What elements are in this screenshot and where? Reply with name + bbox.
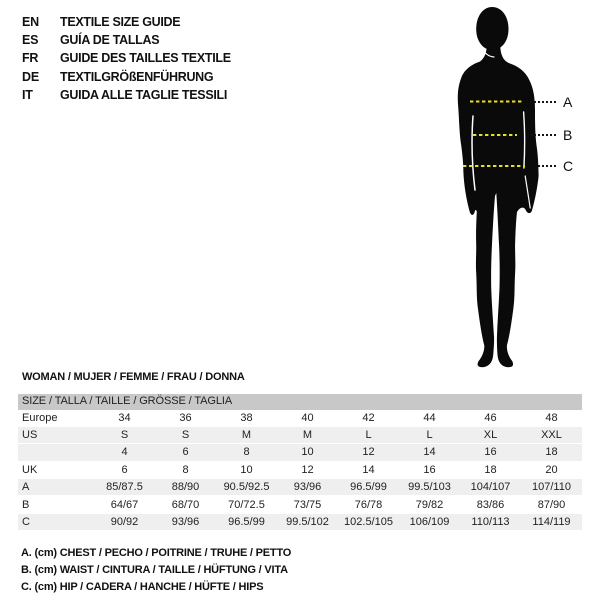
- size-cell: 68/70: [171, 498, 200, 511]
- size-cell: 42: [362, 411, 375, 424]
- size-cell: 6: [121, 463, 128, 476]
- guide-title: GUÍA DE TALLAS: [60, 33, 160, 48]
- size-cell: 18: [484, 463, 497, 476]
- measure-label-c: C: [563, 158, 574, 174]
- size-cell: S: [181, 429, 190, 442]
- row-label: US: [22, 429, 38, 442]
- size-cell: 34: [118, 411, 131, 424]
- size-cell: 8: [243, 446, 250, 459]
- size-cell: 102.5/105: [344, 516, 393, 529]
- measure-marker-b: [531, 127, 572, 143]
- guide-title: GUIDE DES TAILLES TEXTILE: [60, 51, 231, 66]
- size-table: [18, 394, 582, 531]
- measurement-legend: [21, 545, 291, 596]
- language-code: ES: [22, 33, 39, 48]
- legend-hip: C. (cm) HIP / CADERA / HANCHE / HÜFTE / HIPS: [21, 581, 264, 593]
- table-row-chest-a: [18, 479, 582, 496]
- language-row-en: [22, 13, 231, 31]
- size-cell: 99.5/102: [286, 516, 329, 529]
- dotted-connector: [530, 101, 556, 103]
- size-cell: M: [241, 429, 252, 442]
- size-cell: 14: [423, 446, 436, 459]
- size-cell: 87/90: [537, 498, 566, 511]
- table-row-uk: [18, 462, 582, 479]
- size-cell: 96.5/99: [350, 481, 387, 494]
- size-cell: 14: [362, 463, 375, 476]
- measure-label-a: A: [563, 93, 573, 110]
- size-cell: 93/96: [293, 481, 322, 494]
- size-cell: 73/75: [293, 498, 322, 511]
- size-cell: 40: [301, 411, 314, 424]
- language-row-es: [22, 31, 231, 49]
- size-cell: 114/119: [532, 516, 571, 529]
- language-code: FR: [22, 51, 39, 66]
- language-code: IT: [22, 87, 33, 102]
- language-code: DE: [22, 69, 39, 84]
- size-cell: 18: [545, 446, 558, 459]
- size-cell: S: [120, 429, 129, 442]
- size-cell: 20: [545, 463, 558, 476]
- language-title-block: [22, 13, 231, 104]
- size-cell: 93/96: [171, 516, 200, 529]
- dotted-connector: [538, 165, 556, 167]
- guide-title: TEXTILE SIZE GUIDE: [60, 15, 181, 30]
- size-cell: 76/78: [354, 498, 383, 511]
- size-cell: 10: [240, 463, 253, 476]
- size-cell: 107/110: [532, 481, 571, 494]
- size-cell: 83/86: [476, 498, 505, 511]
- size-cell: 110/113: [471, 516, 510, 529]
- language-row-de: [22, 68, 231, 86]
- language-row-it: [22, 86, 231, 104]
- size-cell: L: [426, 429, 433, 442]
- size-cell: 64/67: [110, 498, 139, 511]
- size-cell: 6: [182, 446, 189, 459]
- measure-marker-a: [530, 94, 572, 110]
- size-cell: 16: [423, 463, 436, 476]
- section-title-woman: WOMAN / MUJER / FEMME / FRAU / DONNA: [22, 370, 245, 383]
- size-cell: 106/109: [409, 516, 450, 529]
- size-table-header: SIZE / TALLA / TAILLE / GRÖSSE / TAGLIA: [18, 394, 582, 410]
- table-row-waist-b: [18, 496, 582, 513]
- size-cell: 10: [301, 446, 314, 459]
- size-cell: L: [365, 429, 372, 442]
- size-cell: 46: [484, 411, 497, 424]
- row-label: UK: [22, 463, 38, 476]
- size-cell: 79/82: [415, 498, 444, 511]
- measure-marker-c: [538, 158, 573, 174]
- row-label: A: [22, 481, 30, 494]
- size-cell: 70/72.5: [228, 498, 265, 511]
- table-row-hip-c: [18, 514, 582, 531]
- size-cell: 90/92: [110, 516, 139, 529]
- size-cell: XL: [483, 429, 498, 442]
- size-cell: 36: [179, 411, 192, 424]
- row-label: B: [22, 498, 30, 511]
- size-cell: 99.5/103: [408, 481, 451, 494]
- size-cell: 48: [545, 411, 558, 424]
- size-cell: 4: [121, 446, 128, 459]
- size-cell: XXL: [541, 429, 562, 442]
- language-row-fr: [22, 49, 231, 67]
- size-cell: 85/87.5: [106, 481, 143, 494]
- table-row-us-letters: [18, 427, 582, 444]
- size-cell: M: [302, 429, 313, 442]
- size-cell: 16: [484, 446, 497, 459]
- size-cell: 44: [423, 411, 436, 424]
- legend-waist: B. (cm) WAIST / CINTURA / TAILLE / HÜFTUNG / VITA: [21, 564, 288, 576]
- size-cell: 38: [240, 411, 253, 424]
- size-cell: 104/107: [470, 481, 511, 494]
- row-label: Europe: [22, 411, 58, 424]
- size-cell: 8: [182, 463, 189, 476]
- dotted-connector: [531, 134, 556, 136]
- woman-silhouette-figure: [430, 0, 600, 370]
- silhouette-body: [458, 40, 539, 367]
- guide-title: GUIDA ALLE TAGLIE TESSILI: [60, 87, 228, 102]
- language-code: EN: [22, 15, 39, 30]
- size-cell: 12: [301, 463, 314, 476]
- size-cell: 90.5/92.5: [223, 481, 270, 494]
- guide-title: TEXTILGRÖßENFÜHRUNG: [60, 69, 214, 84]
- table-row-us-numbers: [18, 444, 582, 461]
- size-cell: 96.5/99: [228, 516, 265, 529]
- size-cell: 88/90: [171, 481, 200, 494]
- row-label: C: [22, 516, 30, 529]
- legend-chest: A. (cm) CHEST / PECHO / POITRINE / TRUHE / PETTO: [21, 547, 292, 559]
- size-cell: 12: [362, 446, 375, 459]
- table-row-europe: [18, 410, 582, 427]
- measure-label-b: B: [563, 127, 573, 143]
